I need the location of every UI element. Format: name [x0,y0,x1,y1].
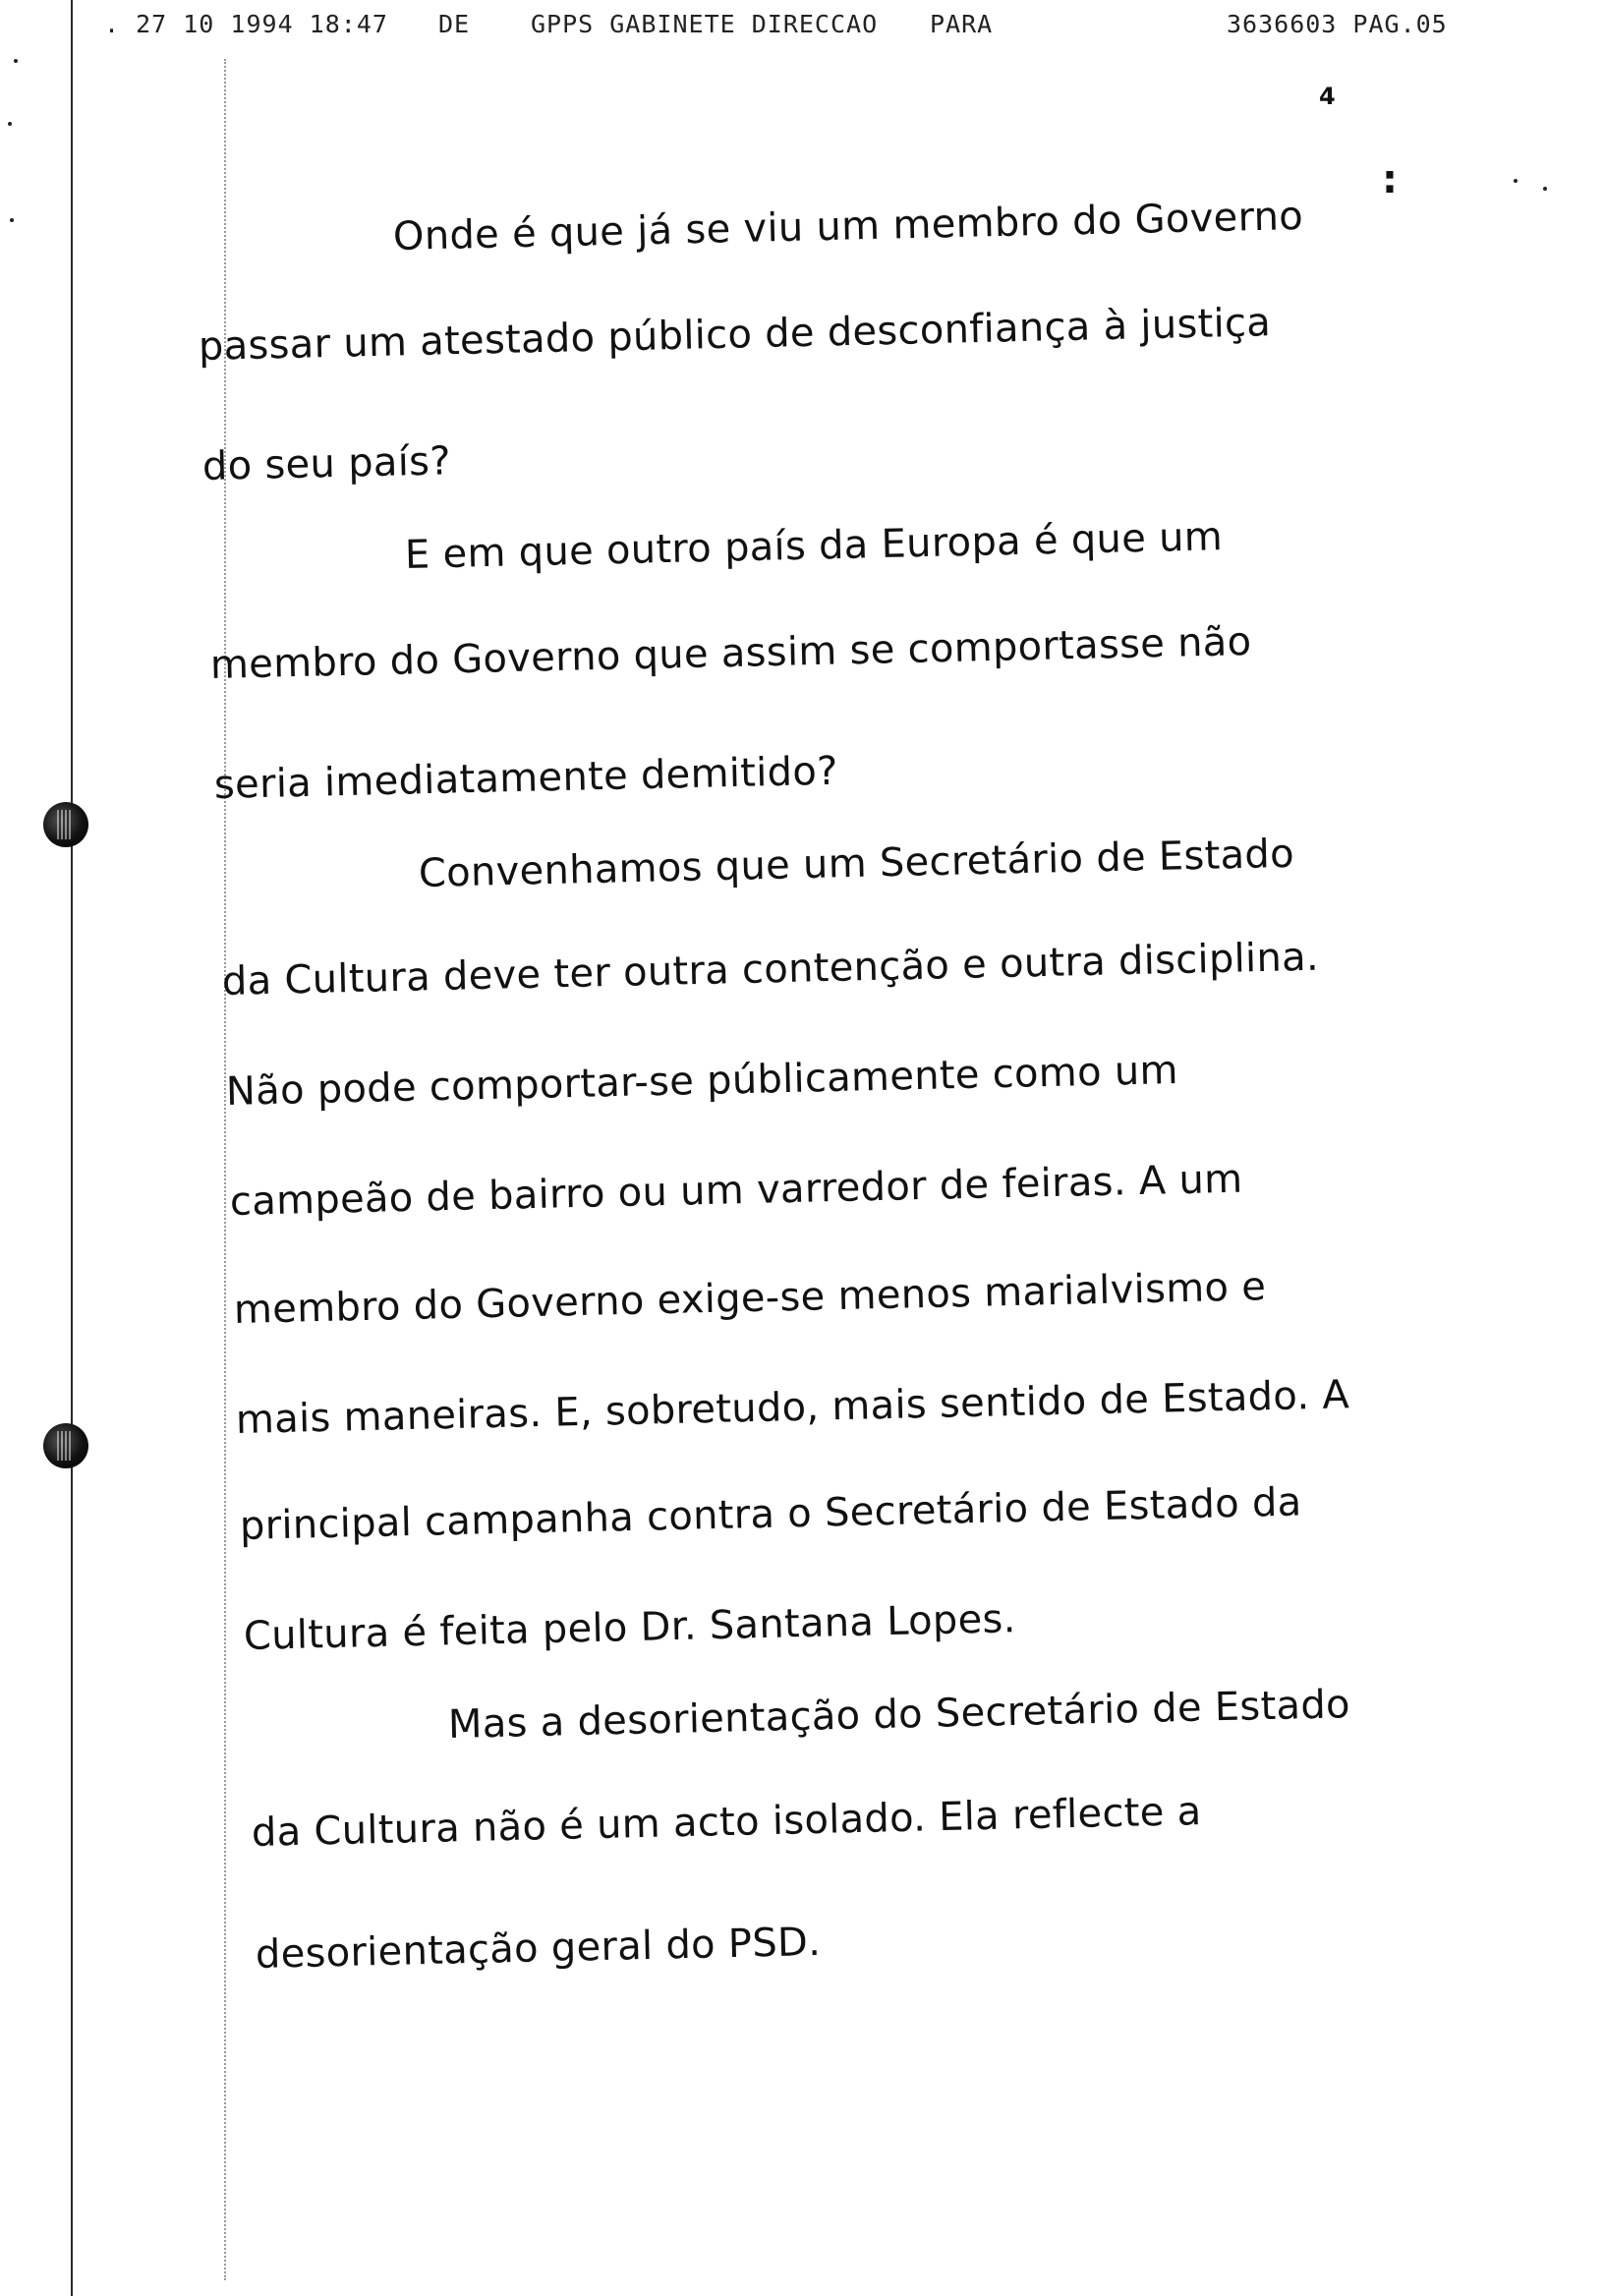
scan-speck [14,59,18,63]
punch-hole-icon [43,1423,88,1468]
body-line: E em que outro país da Europa é que um [404,514,1224,578]
fax-date-time: . 27 10 1994 18:47 [104,10,388,38]
body-line: passar um atestado público de desconfiança à justiça [198,300,1272,370]
fax-transmission-header [0,10,1604,45]
body-line: Onde é que já se viu um membro do Governo [392,193,1304,259]
fax-de-label: DE [438,10,471,38]
body-line: Convenhamos que um Secretário de Estado [418,831,1295,896]
margin-mark: : [1382,157,1398,202]
body-line: desorientação geral do PSD. [255,1919,822,1978]
body-line: membro do Governo que assim se comportasse não [209,618,1252,688]
left-margin-dotted-line [224,59,226,2280]
body-line: seria imediatamente demitido? [213,748,839,808]
scan-speck [10,218,14,222]
fax-sender: GPPS GABINETE DIRECCAO [531,10,879,38]
page-number: 4 [1319,83,1336,110]
body-line: Mas a desorientação do Secretário de Estado [447,1682,1351,1748]
body-line: Não pode comportar-se públicamente como um [225,1048,1179,1115]
body-line: principal campanha contra o Secretário de Estado da [239,1479,1302,1549]
scan-speck [1514,179,1518,183]
body-line: da Cultura não é um acto isolado. Ela reflecte a [251,1789,1202,1856]
fax-number-page: 3636603 PAG.05 [1227,10,1448,38]
scan-speck [1543,187,1547,191]
fax-para-label: PARA [930,10,994,38]
body-line: do seu país? [201,438,452,489]
scan-speck [8,122,12,126]
body-line: da Cultura deve ter outra contenção e outra disciplina. [221,934,1320,1004]
body-line: mais maneiras. E, sobretudo, mais sentido de Estado. A [235,1372,1350,1443]
punch-hole-icon [43,802,88,847]
body-line: membro do Governo exige-se menos marialvismo e [233,1264,1267,1333]
body-line: campeão de bairro ou um varredor de feiras. A um [229,1156,1243,1225]
left-edge-line [71,0,73,2296]
body-line: Cultura é feita pelo Dr. Santana Lopes. [243,1596,1017,1659]
